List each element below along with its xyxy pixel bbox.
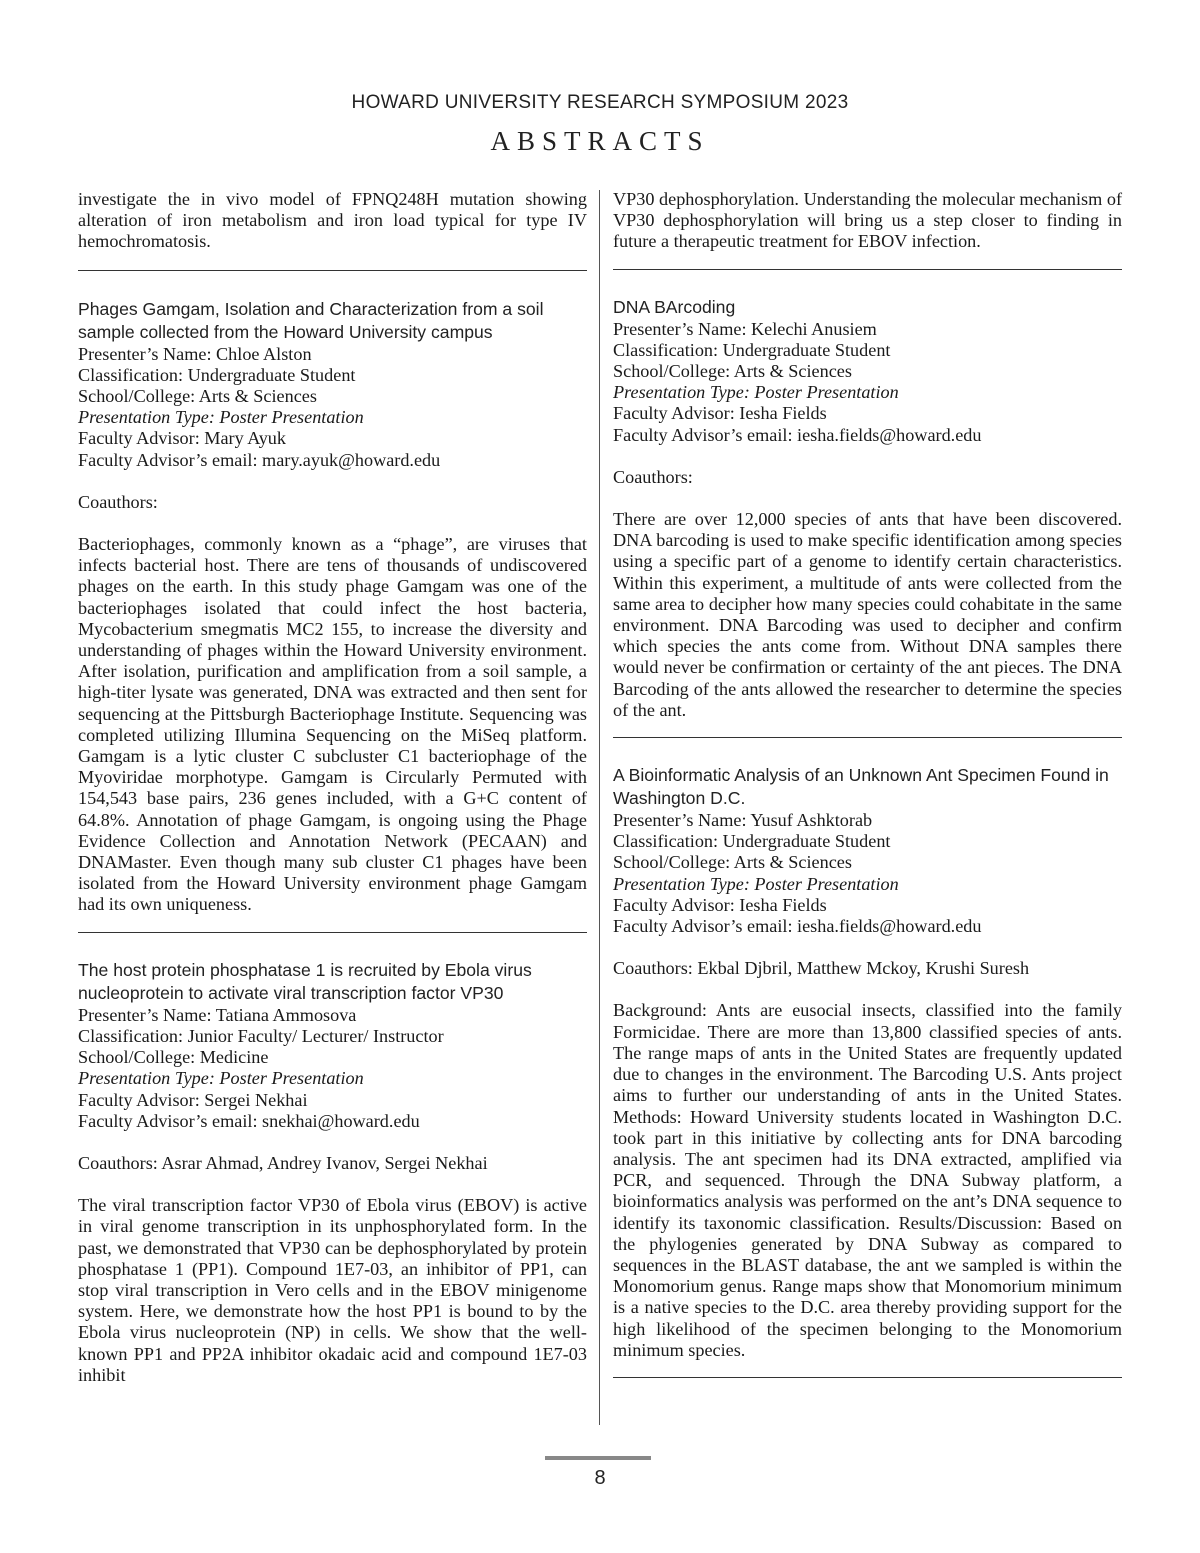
abstract-meta bbox=[78, 1005, 587, 1132]
abstract-title: DNA BArcoding bbox=[613, 296, 736, 317]
presenter-name: Presenter’s Name: Chloe Alston bbox=[78, 343, 312, 364]
faculty-advisor-email: Faculty Advisor’s email: mary.ayuk@howard.edu bbox=[78, 449, 441, 470]
school-college: School/College: Medicine bbox=[78, 1047, 269, 1068]
section-divider bbox=[613, 1377, 1122, 1378]
classification: Classification: Undergraduate Student bbox=[78, 364, 356, 385]
abstract-body: The viral transcription factor VP30 of Ebola virus (EBOV) is active in viral genome transcription in its unphosphorylated form. In the past, we demonstrated that VP30 can be dephosphorylated by protein phosphatase 1 (PP1). Compound 1E7-03, an inhibitor of PP1, can stop viral transcription in Vero cells and in the EBOV minigenome system. Here, we demonstrate how the host PP1 is bound to by the Ebola virus nucleoprotein (NP) in cells. We show that the well-known PP1 and PP2A inhibitor okadaic acid and compound 1E7-03 inhibit bbox=[78, 1195, 587, 1385]
right-column bbox=[613, 189, 1122, 1378]
presenter-name: Presenter’s Name: Kelechi Anusiem bbox=[613, 318, 877, 339]
faculty-advisor: Faculty Advisor: Iesha Fields bbox=[613, 894, 827, 915]
column-divider bbox=[599, 190, 600, 1425]
coauthors: Coauthors: Ekbal Djbril, Matthew Mckoy, Krushi Suresh bbox=[613, 958, 1030, 979]
presentation-type: Presentation Type: Poster Presentation bbox=[613, 382, 899, 403]
classification: Classification: Junior Faculty/ Lecturer/ Instructor bbox=[78, 1025, 444, 1046]
abstract-phages-gamgam bbox=[78, 298, 587, 916]
left-column bbox=[78, 189, 587, 1386]
abstract-ebola-pp1 bbox=[78, 959, 587, 1386]
faculty-advisor: Faculty Advisor: Mary Ayuk bbox=[78, 428, 286, 449]
faculty-advisor-email: Faculty Advisor’s email: snekhai@howard.edu bbox=[78, 1110, 420, 1131]
abstract-body: Bacteriophages, commonly known as a “phage”, are viruses that infects bacterial host. There are tens of thousands of undiscovered phages on the earth. In this study phage Gamgam was one of the bacteriophages isolated that could infect the host bacteria, Mycobacterium smegmatis MC2 155, to increase the diversity and understanding of phages within the Howard University environment. After isolation, purification and amplification from a soil sample, a high-titer lysate was generated, DNA was extracted and then sent for sequencing at the Pittsburgh Bacteriophage Institute. Sequencing was completed utilizing Illumina Sequencing on the MiSeq platform. Gamgam is a lytic cluster C subcluster C1 bacteriophage of the Myoviridae morphotype. Gamgam is Circularly Permuted with 154,543 base pairs, 236 genes included, with a G+C content of 64.8%. Annotation of phage Gamgam, is ongoing using the Phage Evidence Collection and Annotation Network (PECAAN) and DNAMaster. Even though many sub cluster C1 phages have been isolated from the Howard University environment phage Gamgam had its own uniqueness. bbox=[78, 534, 587, 915]
presenter-name: Presenter’s Name: Tatiana Ammosova bbox=[78, 1004, 357, 1025]
presentation-type: Presentation Type: Poster Presentation bbox=[78, 1068, 364, 1089]
abstract-meta bbox=[613, 810, 1122, 937]
coauthors: Coauthors: bbox=[78, 491, 158, 512]
abstract-title: A Bioinformatic Analysis of an Unknown Ant Specimen Found in Washington D.C. bbox=[613, 765, 1109, 809]
school-college: School/College: Arts & Sciences bbox=[613, 852, 852, 873]
classification: Classification: Undergraduate Student bbox=[613, 339, 891, 360]
coauthors: Coauthors: bbox=[613, 466, 693, 487]
faculty-advisor-email: Faculty Advisor’s email: iesha.fields@howard.edu bbox=[613, 916, 982, 937]
presentation-type: Presentation Type: Poster Presentation bbox=[78, 407, 364, 428]
presenter-name: Presenter’s Name: Yusuf Ashktorab bbox=[613, 810, 873, 831]
abstract-body: There are over 12,000 species of ants that have been discovered. DNA barcoding is used to make specific identification among species using a specific part of a genome to identify certain characteristics. Within this experiment, a multitude of ants were collected from the same area to decipher how many species could cohabitate in the same environment. DNA Barcoding was used to decipher and confirm which species the ants come from. Without DNA samples there would never be confirmation or certainty of the ant pieces. The DNA Barcoding of the ants allowed the researcher to determine the species of the ant. bbox=[613, 509, 1122, 720]
page-number: 8 bbox=[594, 1467, 606, 1489]
section-title: ABSTRACTS bbox=[490, 126, 710, 156]
abstract-title: The host protein phosphatase 1 is recruited by Ebola virus nucleoprotein to activate viral transcription factor VP30 bbox=[78, 959, 532, 1003]
abstract-meta bbox=[78, 344, 587, 471]
abstract-body: Background: Ants are eusocial insects, classified into the family Formicidae. There are more than 13,800 classified species of ants. The range maps of ants in the United States are frequently updated due to changes in the environment. The Barcoding U.S. Ants project aims to further our understanding of ants in the United States. Methods: Howard University students located in Washington D.C. took part in this initiative by collecting ants for DNA barcoding analysis. The ant specimen had its DNA extracted, amplified via PCR, and sequenced. Through the DNA Subway platform, a bioinformatics analysis was performed on the ant’s DNA sequence to identify its taxonomic classification. Results/Discussion: Based on the phylogenies generated by DNA Subway as compared to sequences in the BLAST database, the ant we sampled is within the Monomorium genus. Range maps show that Monomorium minimum is a native species to the D.C. area thereby providing support for the high likelihood of the specimen belonging to the Monomorium minimum species. bbox=[613, 1000, 1122, 1360]
classification: Classification: Undergraduate Student bbox=[613, 831, 891, 852]
continued-abstract-text: investigate the in vivo model of FPNQ248H mutation showing alteration of iron metabolism and iron load typical for type IV hemochromatosis. bbox=[78, 189, 587, 252]
abstract-dna-barcoding bbox=[613, 296, 1122, 721]
faculty-advisor-email: Faculty Advisor’s email: iesha.fields@howard.edu bbox=[613, 424, 982, 445]
abstract-title: Phages Gamgam, Isolation and Characterization from a soil sample collected from the Howard University campus bbox=[78, 298, 544, 342]
abstract-meta bbox=[613, 319, 1122, 446]
coauthors: Coauthors: Asrar Ahmad, Andrey Ivanov, Sergei Nekhai bbox=[78, 1152, 488, 1173]
continued-abstract-text: VP30 dephosphorylation. Understanding the molecular mechanism of VP30 dephosphorylation will bring us a step closer to finding in future a therapeutic treatment for EBOV infection. bbox=[613, 189, 1122, 252]
faculty-advisor: Faculty Advisor: Iesha Fields bbox=[613, 403, 827, 424]
faculty-advisor: Faculty Advisor: Sergei Nekhai bbox=[78, 1089, 308, 1110]
school-college: School/College: Arts & Sciences bbox=[78, 386, 317, 407]
school-college: School/College: Arts & Sciences bbox=[613, 361, 852, 382]
footer-bar bbox=[545, 1456, 651, 1460]
abstract-ant-bioinformatics bbox=[613, 764, 1122, 1361]
symposium-header: HOWARD UNIVERSITY RESEARCH SYMPOSIUM 2023 bbox=[351, 92, 849, 113]
presentation-type: Presentation Type: Poster Presentation bbox=[613, 873, 899, 894]
